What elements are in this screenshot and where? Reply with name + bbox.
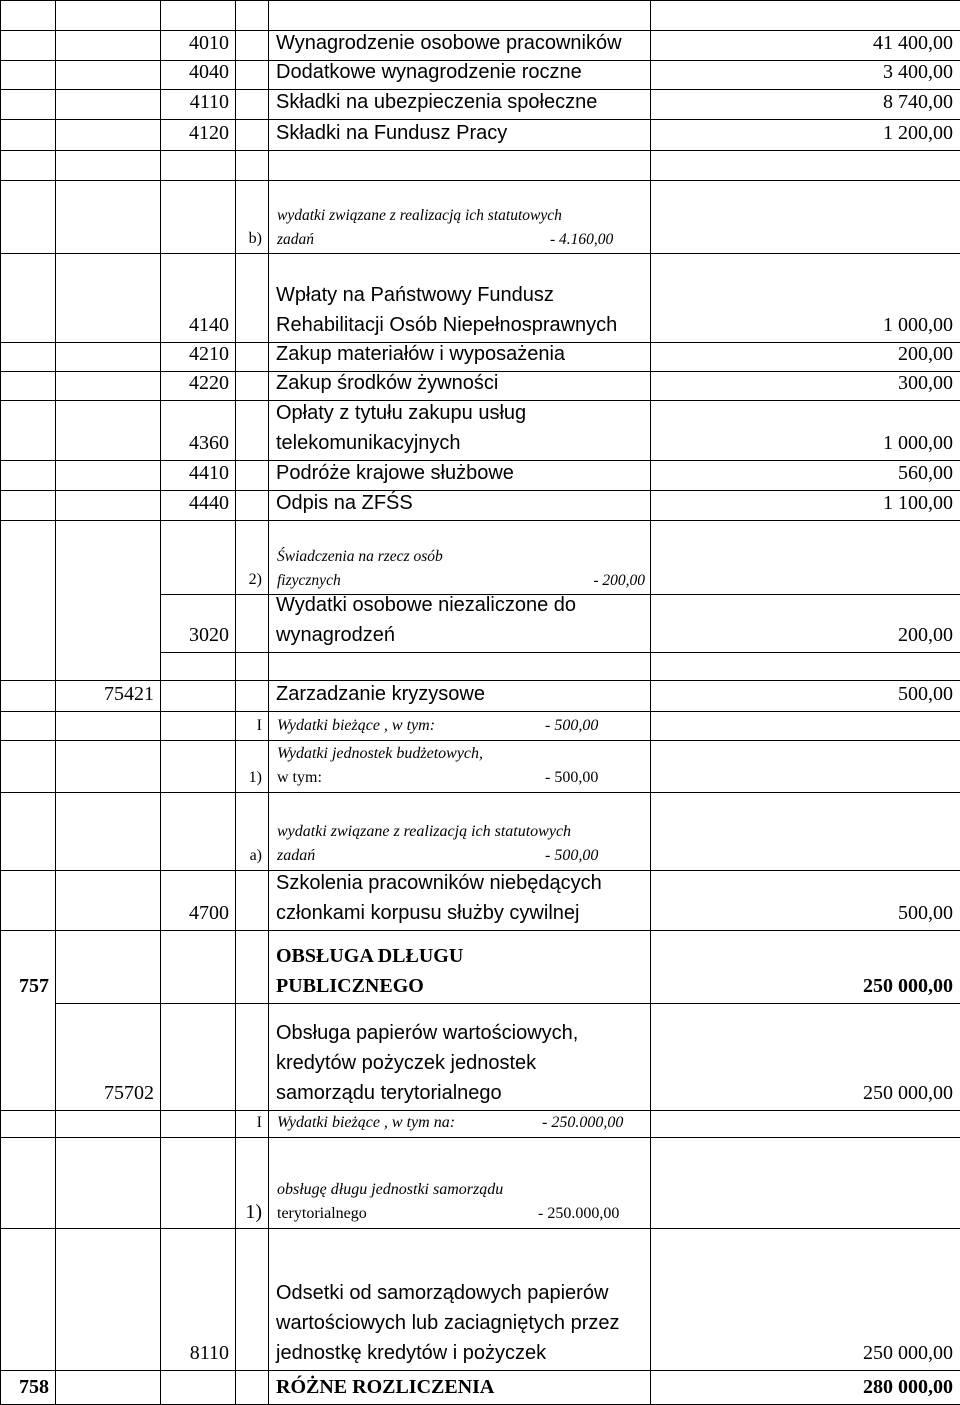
row-amount: 3 400,00 (883, 61, 953, 83)
row-inline-amount: - 500,00 (545, 847, 599, 864)
row-inline-amount: - 500,00 (545, 717, 599, 734)
row-classification-code: 4410 (189, 462, 229, 484)
table-row-border (0, 119, 960, 120)
table-row-border (0, 930, 960, 931)
row-marker: a) (249, 847, 262, 864)
row-description: Opłaty z tytułu zakupu usług (276, 402, 527, 424)
table-column-border (55, 1110, 56, 1371)
row-description: fizycznych (277, 571, 341, 589)
table-row-border (0, 870, 960, 871)
table-row-border (0, 150, 960, 151)
row-classification-code: 3020 (189, 624, 229, 646)
row-classification-code: 4210 (189, 343, 229, 365)
table-row-border (55, 1003, 960, 1004)
row-description: Wydatki bieżące , w tym: (277, 717, 436, 734)
table-column-border (55, 1370, 56, 1405)
row-marker: b) (248, 230, 262, 247)
row-description: Wydatki bieżące , w tym na: (277, 1114, 456, 1131)
table-row-border (0, 0, 960, 1)
row-description: Podróże krajowe służbowe (276, 462, 514, 484)
row-description: jednostkę kredytów i pożyczek (276, 1342, 547, 1364)
row-description: wydatki związane z realizacją ich statutowych (277, 206, 562, 224)
row-description: Odpis na ZFŚS (276, 492, 413, 514)
row-amount: 200,00 (898, 624, 953, 646)
row-classification-code: 4700 (189, 902, 229, 924)
table-row-border (0, 180, 960, 181)
row-description: Zakup środków żywności (276, 372, 499, 394)
row-description: wynagrodzeń (276, 624, 395, 646)
row-description: Składki na Fundusz Pracy (276, 122, 508, 144)
table-row-border (0, 490, 960, 491)
row-description: Rehabilitacji Osób Niepełnosprawnych (276, 314, 618, 336)
row-description: wartościowych lub zaciagniętych przez (276, 1312, 620, 1334)
row-inline-amount: - 4.160,00 (550, 230, 614, 248)
row-classification-code: 4110 (189, 91, 229, 113)
row-amount: 500,00 (898, 902, 953, 924)
table-row-border (0, 680, 960, 681)
row-classification-code: 757 (19, 975, 49, 997)
row-classification-code: 4360 (189, 432, 229, 454)
table-row-border (0, 1110, 960, 1111)
table-row-border (0, 792, 960, 793)
row-description: członkami korpusu służby cywilnej (276, 902, 580, 924)
row-classification-code: 4040 (189, 61, 229, 83)
row-marker: I (256, 717, 262, 734)
row-description: Wynagrodzenie osobowe pracowników (276, 32, 622, 54)
row-classification-code: 75702 (104, 1082, 154, 1104)
row-amount: 1 100,00 (883, 492, 953, 514)
row-inline-amount: - 250.000,00 (538, 1205, 620, 1222)
row-amount: 1 000,00 (883, 314, 953, 336)
row-description: zadań (277, 847, 316, 864)
table-column-border (160, 0, 161, 1405)
table-row-border (0, 711, 960, 712)
row-description: RÓŻNE ROZLICZENIA (276, 1376, 495, 1398)
row-description: obsługę długu jednostki samorządu (277, 1181, 504, 1198)
table-row-border (0, 1137, 960, 1138)
row-description: w tym: (277, 769, 322, 786)
table-row-border (0, 520, 960, 521)
row-amount: 8 740,00 (883, 91, 953, 113)
table-row-border (0, 460, 960, 461)
row-classification-code: 4440 (189, 492, 229, 514)
row-inline-amount: - 250.000,00 (542, 1114, 624, 1131)
row-description: Wydatki jednostek budżetowych, (277, 745, 484, 762)
row-classification-code: 75421 (104, 683, 154, 705)
table-column-border (235, 0, 236, 1405)
row-description: samorządu terytorialnego (276, 1082, 502, 1104)
row-description: Wpłaty na Państwowy Fundusz (276, 284, 554, 306)
row-classification-code: 8110 (189, 1342, 229, 1364)
table-row-border (0, 1228, 960, 1229)
row-inline-amount: - 200,00 (593, 571, 645, 589)
row-classification-code: 4220 (189, 372, 229, 394)
row-amount: 41 400,00 (873, 32, 953, 54)
row-description: Składki na ubezpieczenia społeczne (276, 91, 598, 113)
row-marker: 2) (248, 571, 262, 588)
row-description: Zarzadzanie kryzysowe (276, 683, 485, 705)
row-amount: 280 000,00 (863, 1376, 953, 1398)
table-row-border (0, 400, 960, 401)
row-amount: 560,00 (898, 462, 953, 484)
row-classification-code: 758 (19, 1376, 49, 1398)
row-amount: 1 200,00 (883, 122, 953, 144)
row-inline-amount: - 500,00 (545, 769, 599, 786)
row-marker: 1) (248, 769, 262, 786)
row-description: Zakup materiałów i wyposażenia (276, 343, 566, 365)
row-classification-code: 4120 (189, 122, 229, 144)
table-row-border (0, 740, 960, 741)
row-amount: 1 000,00 (883, 432, 953, 454)
row-marker: 1) (245, 1201, 262, 1223)
table-column-border (0, 0, 1, 1405)
row-description: terytorialnego (277, 1205, 367, 1222)
row-description: Szkolenia pracowników niebędących (276, 872, 602, 894)
table-column-border (268, 0, 269, 1405)
row-amount: 250 000,00 (863, 975, 953, 997)
row-classification-code: 4140 (189, 314, 229, 336)
row-description: telekomunikacyjnych (276, 432, 461, 454)
table-row-border (0, 89, 960, 90)
row-amount: 250 000,00 (863, 1342, 953, 1364)
row-description: Odsetki od samorządowych papierów (276, 1282, 609, 1304)
table-row-border (160, 652, 960, 653)
table-column-border (650, 0, 651, 1405)
table-row-border (0, 30, 960, 31)
row-amount: 300,00 (898, 372, 953, 394)
table-column-border (55, 930, 56, 1111)
row-amount: 500,00 (898, 683, 953, 705)
row-description: OBSŁUGA DLŁUGU (276, 945, 464, 967)
row-description: Wydatki osobowe niezaliczone do (276, 594, 576, 616)
row-description: wydatki związane z realizacją ich statutowych (277, 823, 572, 840)
table-column-border (55, 0, 56, 931)
row-amount: 250 000,00 (863, 1082, 953, 1104)
row-marker: I (256, 1114, 262, 1131)
row-description: Dodatkowe wynagrodzenie roczne (276, 61, 582, 83)
table-row-border (0, 1370, 960, 1371)
row-classification-code: 4010 (189, 32, 229, 54)
row-amount: 200,00 (898, 343, 953, 365)
row-description: zadań (277, 230, 315, 248)
row-description: kredytów pożyczek jednostek (276, 1052, 537, 1074)
row-description: Świadczenia na rzecz osób (277, 547, 443, 565)
row-description: PUBLICZNEGO (276, 975, 424, 997)
row-description: Obsługa papierów wartościowych, (276, 1022, 579, 1044)
table-row-border (0, 253, 960, 254)
